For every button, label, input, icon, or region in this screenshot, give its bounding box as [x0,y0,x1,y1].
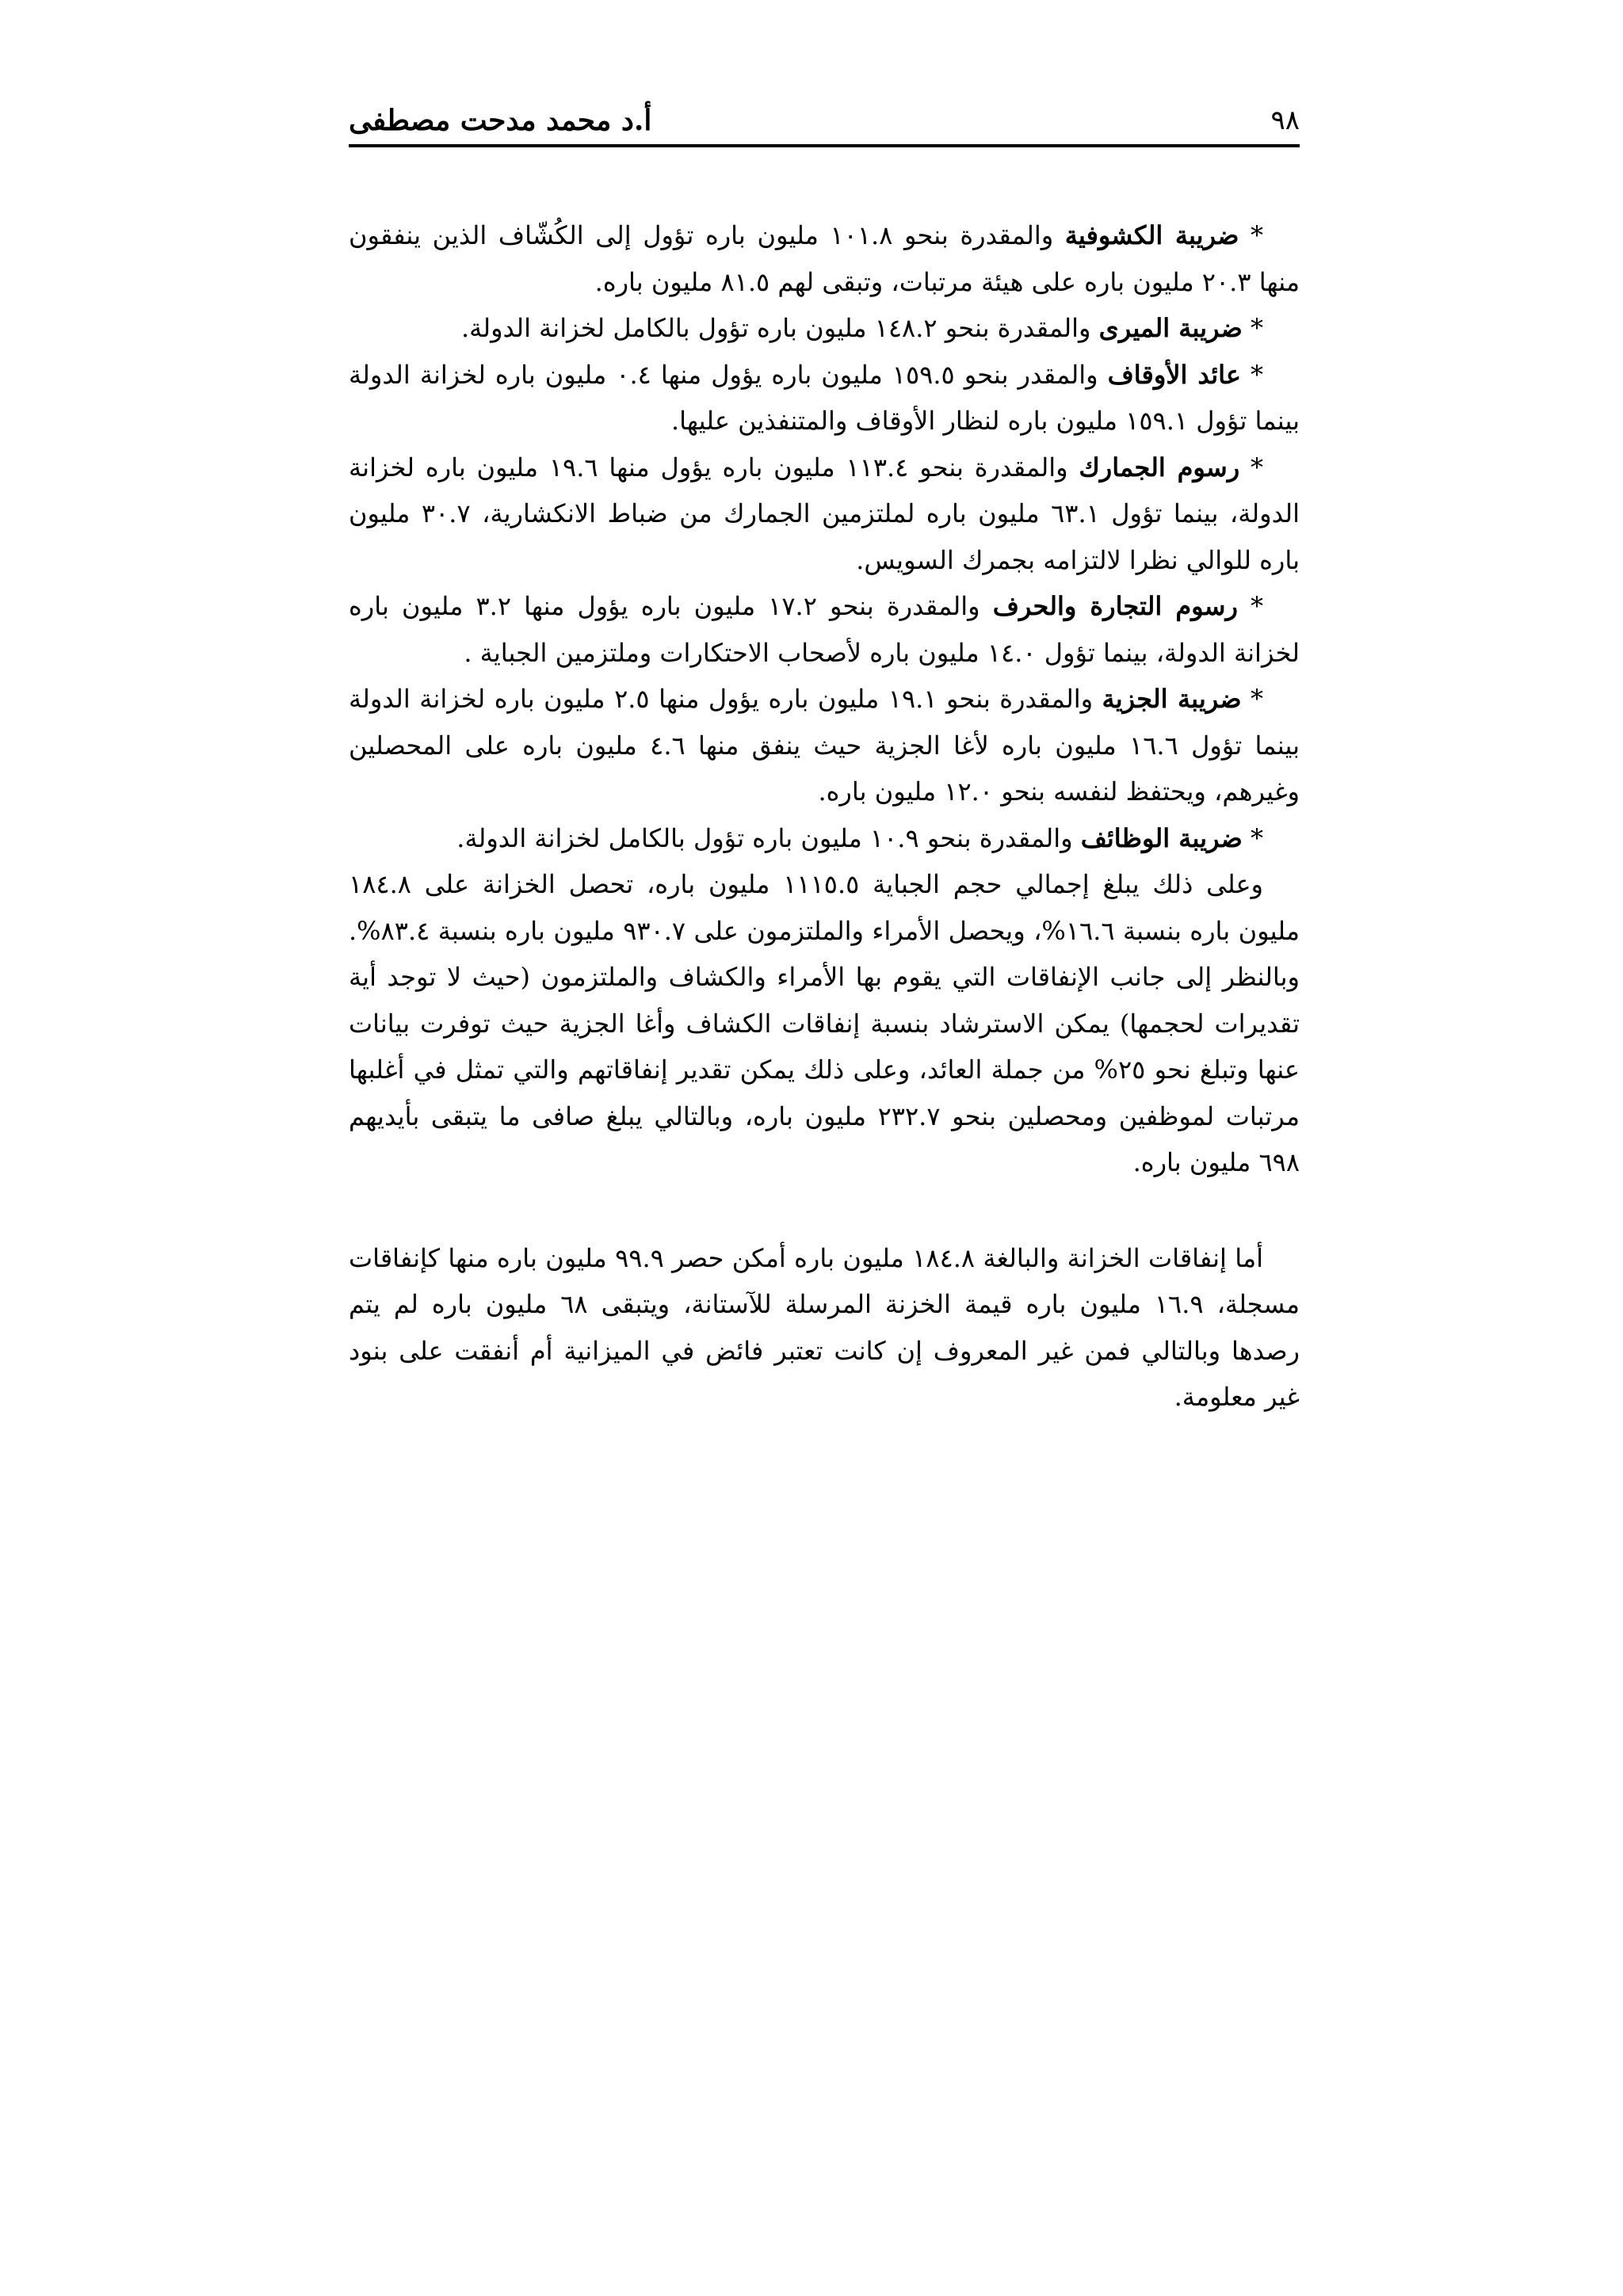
item-term: ضريبة الجزية [1102,684,1242,714]
item-term: رسوم التجارة والحرف [992,591,1238,621]
item-term: ضريبة الوظائف [1080,822,1243,853]
item-bullet: * [1240,359,1264,390]
item-bullet: * [1237,591,1264,621]
treasury-paragraph: أما إنفاقات الخزانة والبالغة ١٨٤.٨ مليون باره أمكن حصر ٩٩.٩ مليون باره منها كإنفاقات مسجلة، ١٦.٩ مليون باره قيمة الخزنة المرسلة للآستانة، ويتبقى ٦٨ مليون باره لم يتم رصدها وبالتالي فمن غير المعروف إن كانت تعتبر فائض في الميزانية أم أنفقت على بنود غير معلومة. [349,1242,1300,1412]
item-text: والمقدرة بنحو ١١٣.٤ مليون باره يؤول منها ١٩.٦ مليون باره لخزانة الدولة، بينما تؤول ٦٣.١ مليون باره لملتزمين الجمارك من ضباط الانكشارية، ٣٠.٧ مليون باره للوالي نظرا لالتزامه بجمرك السويس. [349,452,1300,575]
item-paragraph [349,583,1300,676]
item-bullet: * [1242,822,1263,853]
item-term: رسوم الجمارك [1079,452,1240,482]
page-number: ٩٨ [1270,105,1300,136]
running-header-author: أ.د محمد مدحت مصطفى [349,104,652,137]
item-bullet: * [1239,452,1264,482]
item-paragraph [349,676,1300,815]
item-text: والمقدرة بنحو ١٠.٩ مليون باره تؤول بالكامل لخزانة الدولة. [456,822,1081,853]
page-body [349,212,1300,1421]
item-text: والمقدرة بنحو ١٩.١ مليون باره يؤول منها ٢.٥ مليون باره لخزانة الدولة بينما تؤول ١٦.٦ مليون باره لأغا الجزية حيث ينفق منها ٤.٦ مليون باره على المحصلين وغيرهم، ويحتفظ لنفسه بنحو ١٢.٠ مليون باره. [349,684,1300,807]
item-term: ضريبة الميرى [1098,313,1243,343]
item-text: والمقدرة بنحو ١٤٨.٢ مليون باره تؤول بالكامل لخزانة الدولة. [461,313,1099,343]
item-term: عائد الأوقاف [1107,359,1241,390]
summary-paragraph: وعلى ذلك يبلغ إجمالي حجم الجباية ١١١٥.٥ مليون باره، تحصل الخزانة على ١٨٤.٨ مليون باره بنسبة ١٦.٦%، ويحصل الأمراء والملتزمون على ٩٣٠.٧ مليون باره بنسبة ٨٣.٤%. وبالنظر إلى جانب الإنفاقات التي يقوم بها الأمراء والكشاف والملتزمون (حيث لا توجد أية تقديرات لحجمها) يمكن الاسترشاد بنسبة إنفاقات الكشاف وأغا الجزية حيث توفرت بيانات عنها وتبلغ نحو ٢٥% من جملة العائد، وعلى ذلك يمكن تقدير إنفاقاتهم والتي تمثل في أغلبها مرتبات لموظفين ومحصلين بنحو ٢٣٢.٧ مليون باره، وبالتالي يبلغ صافى ما يتبقى بأيديهم ٦٩٨ مليون باره. [349,869,1300,1177]
item-bullet: * [1239,220,1263,250]
item-paragraph [349,352,1300,444]
item-text: والمقدرة بنحو ١٧.٢ مليون باره يؤول منها ٣.٢ مليون باره لخزانة الدولة، بينما تؤول ١٤.٠ مليون باره لأصحاب الاحتكارات وملتزمين الجباية . [349,591,1300,668]
item-bullet: * [1242,313,1263,343]
item-text: والمقدر بنحو ١٥٩.٥ مليون باره يؤول منها ٠.٤ مليون باره لخزانة الدولة بينما تؤول ١٥٩.١ مليون باره لنظار الأوقاف والمتنفذين عليها. [349,359,1300,436]
item-paragraph [349,305,1300,352]
item-text: والمقدرة بنحو ١٠١.٨ مليون باره تؤول إلى الكُشّاف الذين ينفقون منها ٢٠.٣ مليون باره على هيئة مرتبات، وتبقى لهم ٨١.٥ مليون باره. [349,220,1300,297]
item-paragraph [349,815,1300,862]
page-header [349,89,1300,152]
item-paragraph [349,444,1300,584]
header-rule [349,144,1300,147]
item-term: ضريبة الكشوفية [1064,220,1239,250]
item-paragraph [349,212,1300,305]
item-bullet: * [1241,684,1264,714]
